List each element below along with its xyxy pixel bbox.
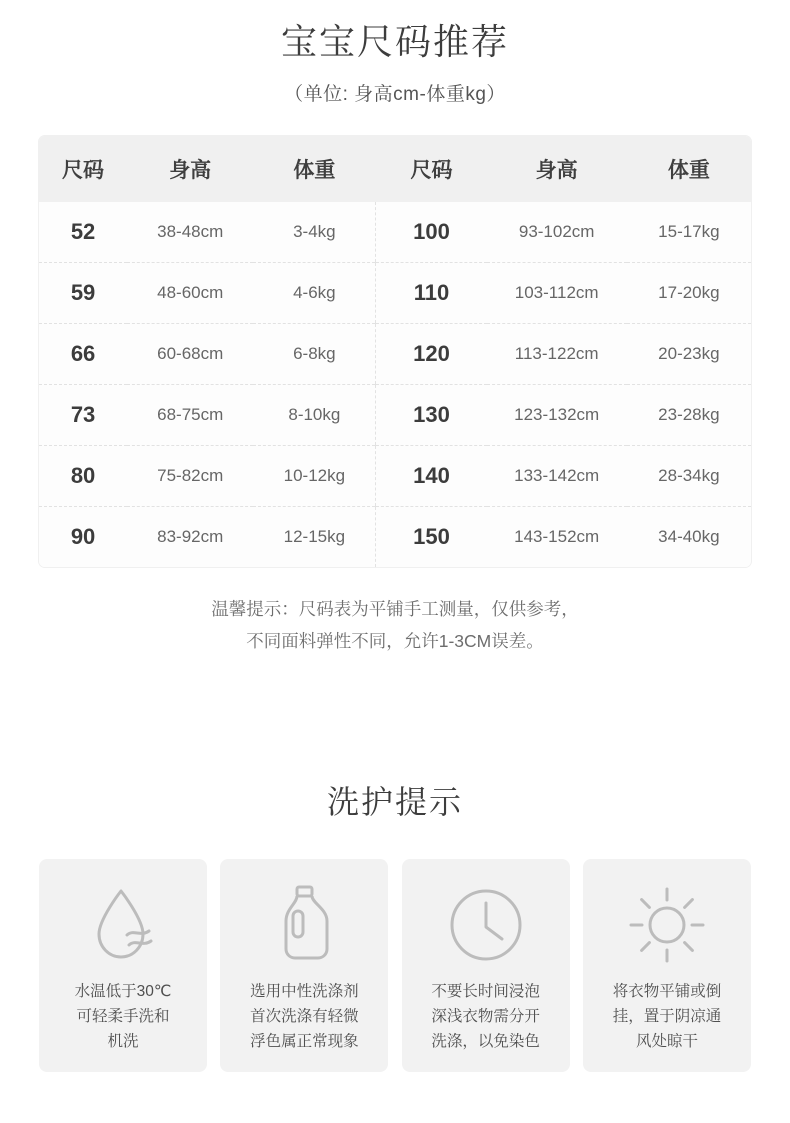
cell-height: 143-152cm bbox=[487, 507, 627, 568]
measurement-note-line-1: 温馨提示：尺码表为平铺手工测量，仅供参考， bbox=[211, 599, 579, 619]
page-title: 宝宝尺码推荐 bbox=[280, 21, 509, 62]
care-card-detergent bbox=[220, 859, 388, 1072]
table-header-row bbox=[39, 136, 751, 202]
header-weight-right: 体重 bbox=[627, 136, 751, 202]
cell-height: 83-92cm bbox=[127, 507, 253, 568]
size-table-head bbox=[39, 136, 751, 202]
cell-size: 90 bbox=[39, 507, 127, 568]
table-row bbox=[39, 385, 751, 446]
care-card-text bbox=[39, 979, 207, 1054]
cell-height: 123-132cm bbox=[487, 385, 627, 446]
cell-height: 75-82cm bbox=[127, 446, 253, 507]
column-divider bbox=[375, 446, 376, 507]
cell-size: 73 bbox=[39, 385, 127, 446]
table-row bbox=[39, 324, 751, 385]
care-card-row bbox=[39, 859, 751, 1072]
cell-weight: 17-20kg bbox=[627, 263, 751, 324]
cell-height: 113-122cm bbox=[487, 324, 627, 385]
cell-weight: 3-4kg bbox=[253, 202, 375, 263]
care-card-text bbox=[402, 979, 570, 1054]
header-size-left: 尺码 bbox=[39, 136, 127, 202]
cell-size: 130 bbox=[376, 385, 486, 446]
care-text-line: 将衣物平铺或倒 bbox=[612, 983, 722, 1000]
care-text-line: 浮色属正常现象 bbox=[250, 1033, 359, 1050]
table-row bbox=[39, 507, 751, 568]
column-divider bbox=[375, 385, 376, 446]
cell-weight: 28-34kg bbox=[627, 446, 751, 507]
cell-weight: 10-12kg bbox=[253, 446, 375, 507]
cell-height: 93-102cm bbox=[487, 202, 627, 263]
page-subtitle: （单位: 身高cm-体重kg） bbox=[284, 84, 506, 105]
care-text-line: 深浅衣物需分开 bbox=[431, 1008, 540, 1025]
cell-height: 133-142cm bbox=[487, 446, 627, 507]
cell-weight: 4-6kg bbox=[253, 263, 375, 324]
cell-weight: 15-17kg bbox=[627, 202, 751, 263]
measurement-note bbox=[0, 593, 790, 657]
cell-height: 60-68cm bbox=[127, 324, 253, 385]
cell-weight: 6-8kg bbox=[253, 324, 375, 385]
cell-weight: 12-15kg bbox=[253, 507, 375, 568]
cell-size: 110 bbox=[376, 263, 486, 324]
size-table-body bbox=[39, 202, 751, 567]
care-card-soaking-time bbox=[402, 859, 570, 1072]
water-drop-icon bbox=[83, 879, 163, 971]
cell-size: 80 bbox=[39, 446, 127, 507]
detergent-bottle-icon bbox=[264, 879, 344, 971]
cell-size: 66 bbox=[39, 324, 127, 385]
care-card-water-temperature bbox=[39, 859, 207, 1072]
care-text-line: 不要长时间浸泡 bbox=[431, 983, 540, 1000]
care-section-title: 洗护提示 bbox=[326, 784, 463, 820]
cell-size: 120 bbox=[376, 324, 486, 385]
sun-icon bbox=[623, 879, 711, 971]
care-text-line: 首次洗涤有轻微 bbox=[250, 1008, 359, 1025]
cell-size: 59 bbox=[39, 263, 127, 324]
column-divider bbox=[375, 202, 376, 263]
column-divider bbox=[375, 263, 376, 324]
cell-size: 150 bbox=[376, 507, 486, 568]
cell-height: 48-60cm bbox=[127, 263, 253, 324]
size-table-container bbox=[39, 136, 751, 567]
cell-size: 100 bbox=[376, 202, 486, 263]
clock-icon bbox=[444, 879, 528, 971]
care-text-line: 风处晾干 bbox=[635, 1033, 698, 1050]
column-divider bbox=[375, 136, 376, 202]
table-row bbox=[39, 263, 751, 324]
table-row bbox=[39, 446, 751, 507]
cell-height: 103-112cm bbox=[487, 263, 627, 324]
care-text-line: 挂，置于阴凉通 bbox=[612, 1008, 722, 1025]
cell-size: 52 bbox=[39, 202, 127, 263]
care-card-text bbox=[583, 979, 751, 1054]
table-row bbox=[39, 202, 751, 263]
cell-weight: 20-23kg bbox=[627, 324, 751, 385]
cell-weight: 8-10kg bbox=[253, 385, 375, 446]
cell-weight: 34-40kg bbox=[627, 507, 751, 568]
care-text-line: 可轻柔手洗和 bbox=[76, 1008, 170, 1025]
care-card-drying bbox=[583, 859, 751, 1072]
cell-size: 140 bbox=[376, 446, 486, 507]
care-card-text bbox=[220, 979, 388, 1054]
measurement-note-line-2: 不同面料弹性不同，允许1-3CM误差。 bbox=[246, 631, 544, 651]
cell-height: 68-75cm bbox=[127, 385, 253, 446]
care-text-line: 水温低于30℃ bbox=[74, 983, 172, 1000]
header-size-right: 尺码 bbox=[376, 136, 486, 202]
cell-height: 38-48cm bbox=[127, 202, 253, 263]
column-divider bbox=[375, 324, 376, 385]
header-height-right: 身高 bbox=[487, 136, 627, 202]
header-weight-left: 体重 bbox=[253, 136, 375, 202]
care-text-line: 机洗 bbox=[107, 1033, 139, 1050]
care-text-line: 选用中性洗涤剂 bbox=[250, 983, 359, 1000]
cell-weight: 23-28kg bbox=[627, 385, 751, 446]
column-divider bbox=[375, 507, 376, 568]
care-text-line: 洗涤，以免染色 bbox=[431, 1033, 540, 1050]
header-height-left: 身高 bbox=[127, 136, 253, 202]
size-table bbox=[39, 136, 751, 567]
